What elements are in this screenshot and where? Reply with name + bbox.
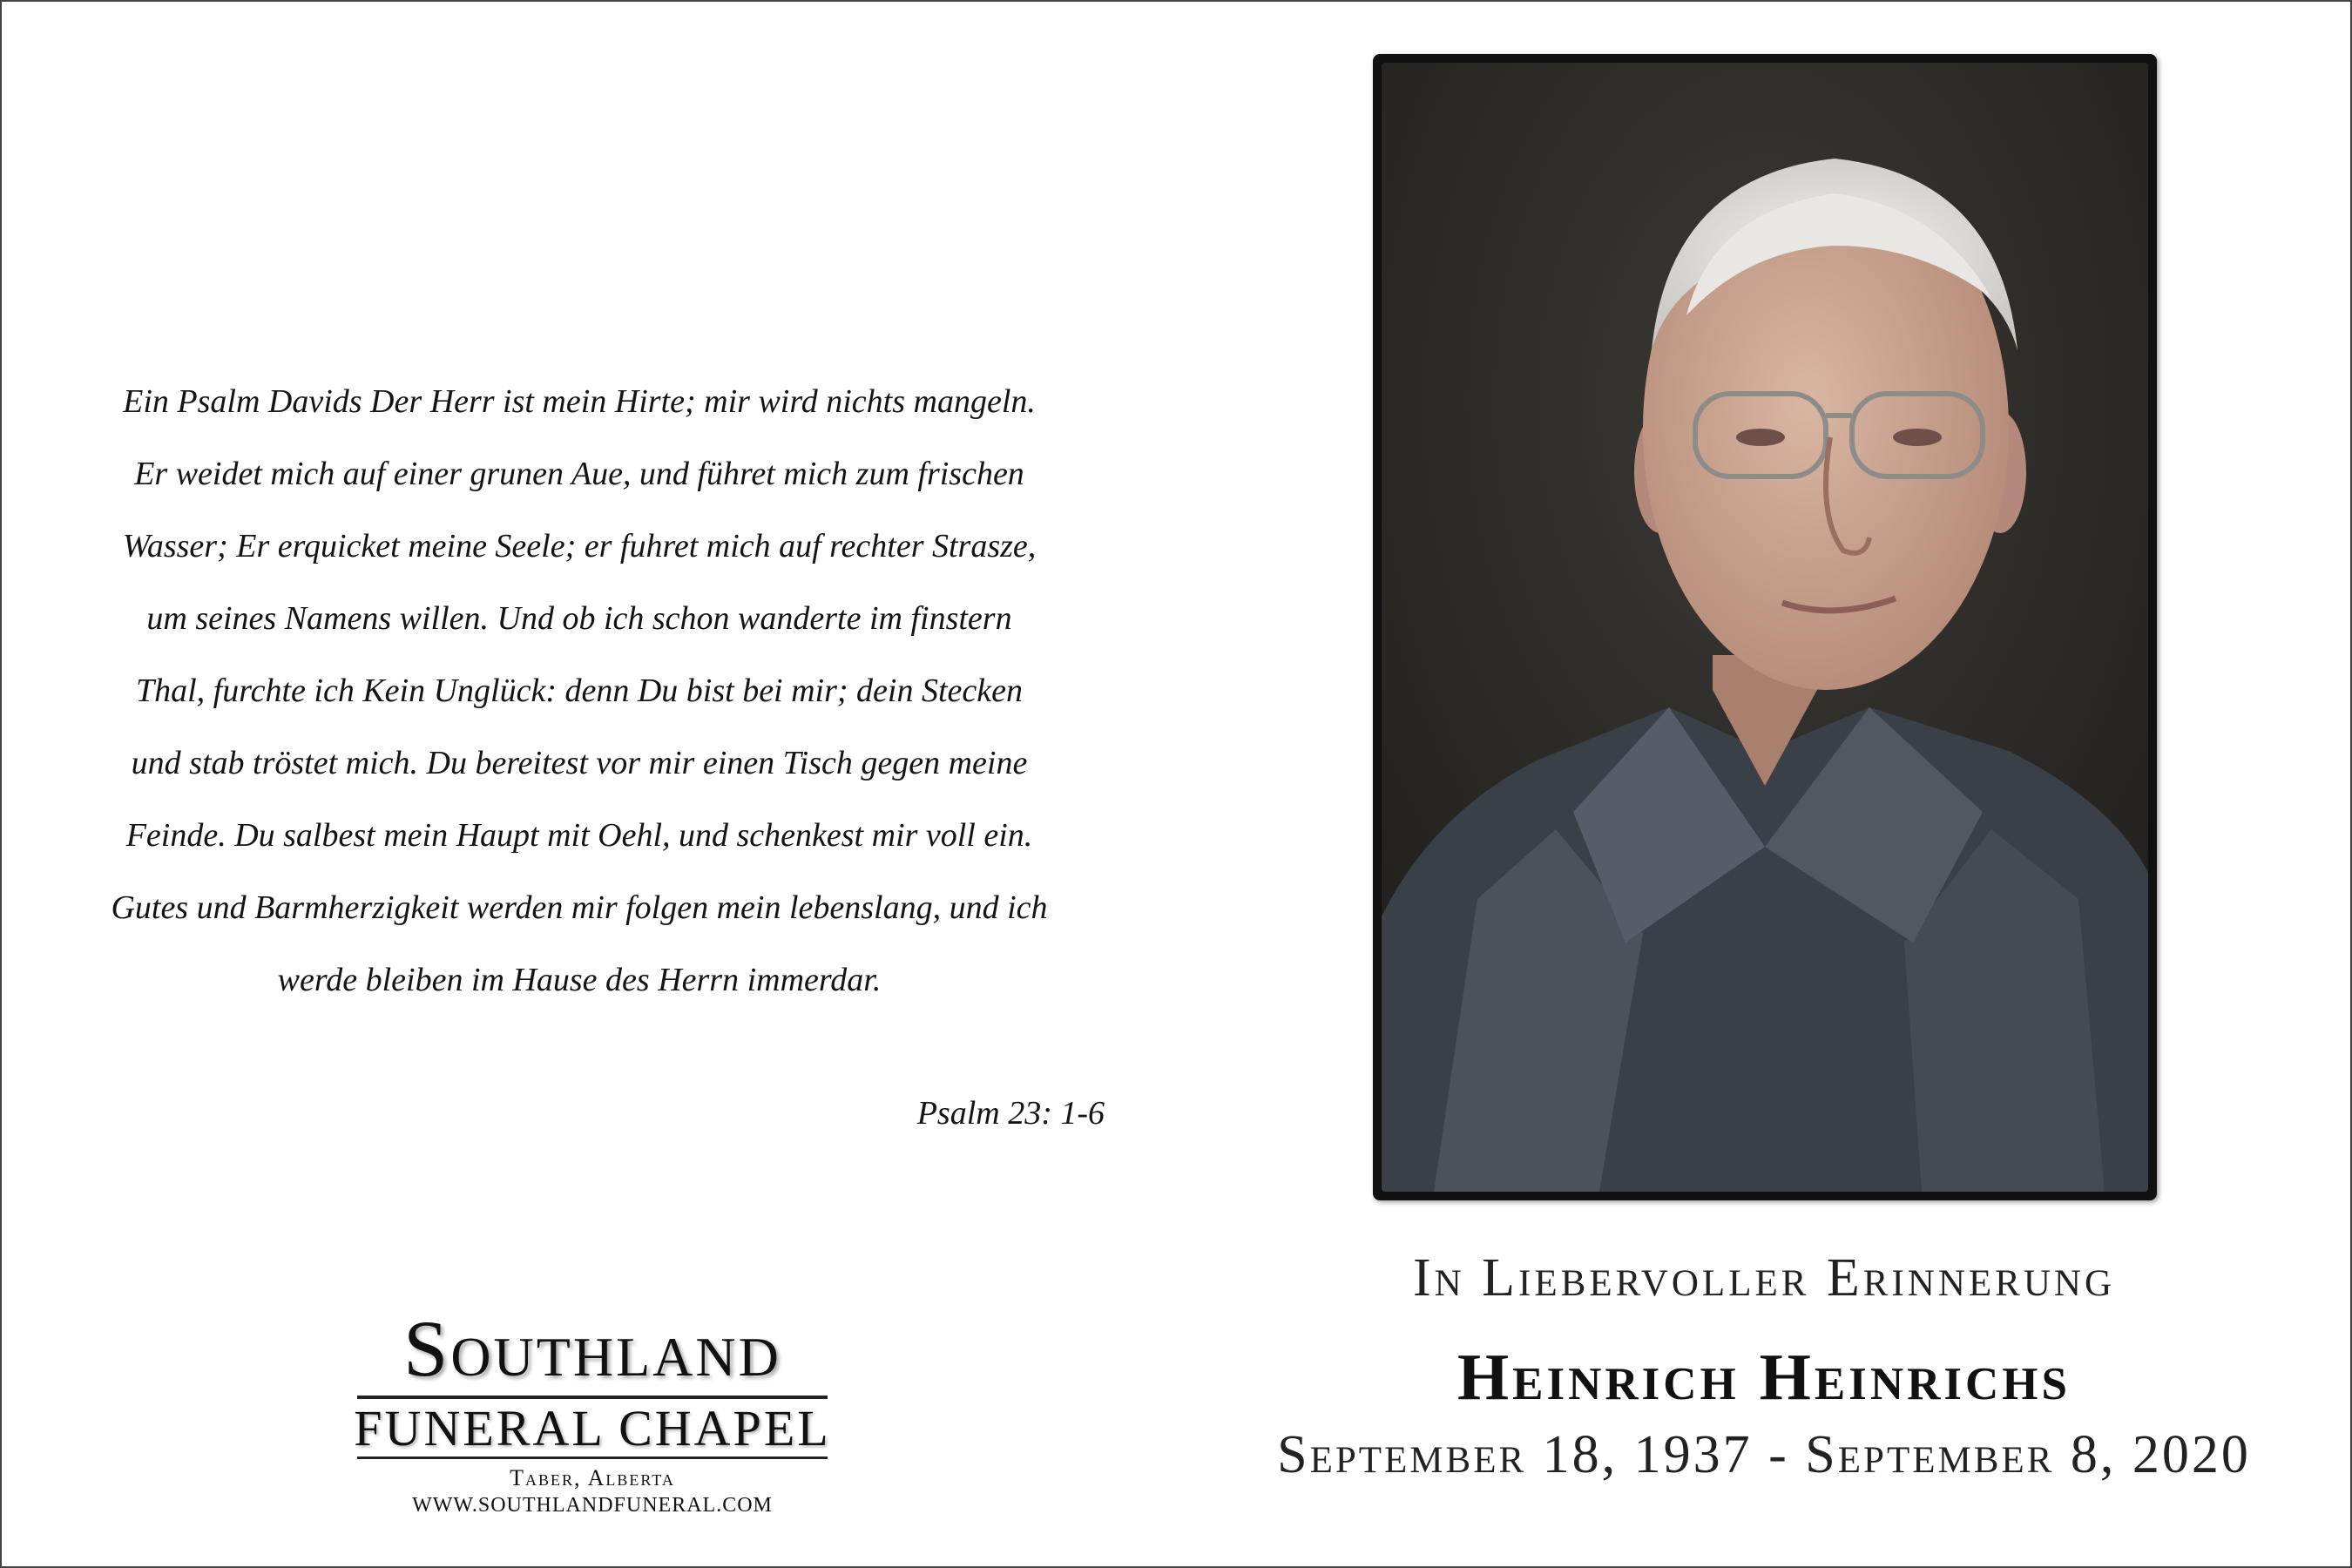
psalm-line: Ein Psalm Davids Der Herr ist mein Hirte; mir wird nichts mangeln. [123,383,1036,420]
logo-name: Southland [403,1304,781,1393]
funeral-home-logo [314,1304,871,1518]
psalm-line: um seines Namens willen. Und ob ich schon wanderte im finstern [146,600,1012,637]
logo-subtitle: FUNERAL CHAPEL [354,1400,831,1456]
psalm-line: Thal, furchte ich Kein Unglück: denn Du bist bei mir; dein Stecken [135,672,1024,709]
logo-divider [357,1396,828,1399]
psalm-line: und stab tröstet mich. Du bereitest vor mir einen Tisch gegen meine [131,745,1028,781]
portrait-frame [1373,54,2157,1200]
psalm-line: Er weidet mich auf einer grunen Aue, und führet mich zum frischen [134,456,1024,492]
psalm-line: Gutes und Barmherzigkeit werden mir folgen mein lebenslang, und ich [111,889,1048,926]
life-dates: September 18, 1937 - September 8, 2020 [1277,1425,2251,1484]
logo-website: WWW.SOUTHLANDFUNERAL.COM [412,1494,773,1517]
psalm-line: Feinde. Du salbest mein Haupt mit Oehl, und schenkest mir voll ein. [125,817,1033,854]
logo-city: Taber, Alberta [510,1465,675,1490]
logo-divider-lower [357,1456,828,1459]
psalm-text [52,366,1106,1017]
memorial-heading: In Liebervoller Erinnerung [1412,1248,2115,1308]
psalm-line: werde bleiben im Hause des Herrn immerdar. [277,962,882,998]
psalm-line: Wasser; Er erquicket meine Seele; er fuhret mich auf rechter Strasze, [122,528,1037,564]
deceased-name: Heinrich Heinrichs [1456,1341,2071,1414]
portrait-photo [1382,63,2148,1192]
portrait-image [1382,63,2148,1192]
psalm-reference: Psalm 23: 1-6 [916,1095,1105,1132]
